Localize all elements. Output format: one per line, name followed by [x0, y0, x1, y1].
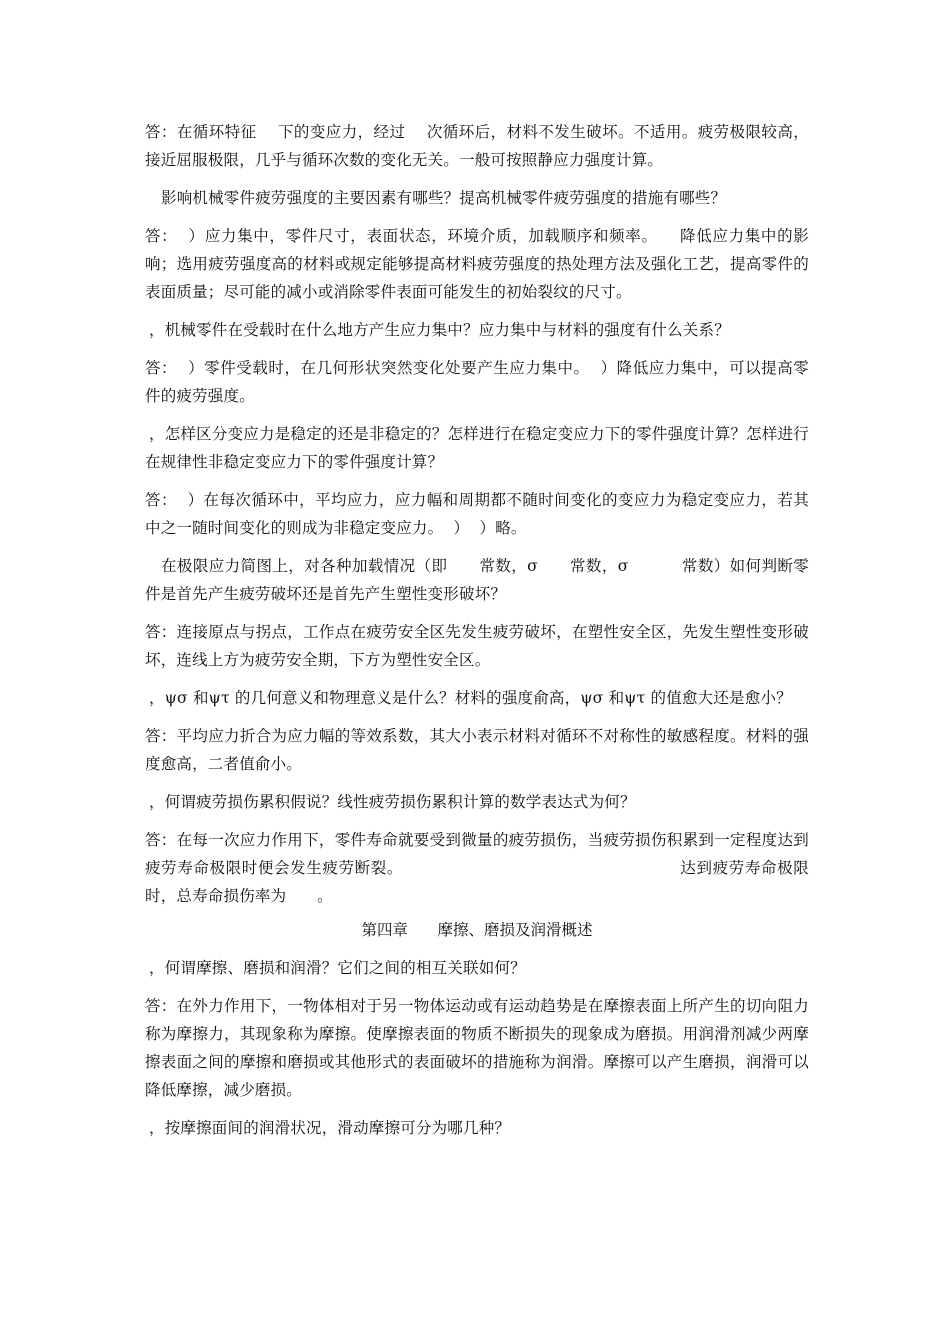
answer-paragraph: 答：在循环特征 下的变应力，经过 次循环后，材料不发生破坏。不适用。疲劳极限较高，接近屈服极限，几乎与循环次数的变化无关。一般可按照静应力强度计算。 [145, 123, 809, 169]
question-paragraph: ，按摩擦面间的润滑状况，滑动摩擦可分为哪几种？ [149, 1119, 511, 1137]
question-paragraph: ，何谓摩擦、磨损和润滑？它们之间的相互关联如何？ [149, 959, 526, 977]
document-page [145, 118, 809, 1142]
answer-paragraph: 答： ）应力集中，零件尺寸，表面状态，环境介质，加载顺序和频率。 降低应力集中的影响；选用疲劳强度高的材料或规定能够提高材料疲劳强度的热处理方法及强化工艺，提高零件的表面质量；尽可能的减小或消除零件表面可能发生的初始裂纹的尺寸。 [145, 227, 809, 301]
question-paragraph: ，ψσ 和ψτ 的几何意义和物理意义是什么？材料的强度俞高，ψσ 和ψτ 的值愈大还是愈小？ [149, 689, 792, 707]
answer-paragraph: 答：在每一次应力作用下，零件寿命就要受到微量的疲劳损伤，当疲劳损伤积累到一定程度达到疲劳寿命极限时便会发生疲劳断裂。 达到疲劳寿命极限时，总寿命损伤率为 。 [145, 831, 809, 905]
answer-paragraph: 答：在外力作用下，一物体相对于另一物体运动或有运动趋势是在摩擦表面上所产生的切向阻力称为摩擦力，其现象称为摩擦。使摩擦表面的物质不断损失的现象成为磨损。用润滑剂减少两摩擦表面之间的摩擦和磨损或其他形式的表面破坏的措施称为润滑。摩擦可以产生磨损，润滑可以降低摩擦，减少磨损。 [145, 997, 809, 1099]
question-paragraph: ，机械零件在受载时在什么地方产生应力集中？应力集中与材料的强度有什么关系？ [149, 321, 730, 339]
question-paragraph: ，何谓疲劳损伤累积假说？线性疲劳损伤累积计算的数学表达式为何？ [149, 793, 636, 811]
question-paragraph: 在极限应力简图上，对各种加载情况（即 常数，σ 常数，σ 常数）如何判断零件是首先产生疲劳破坏还是首先产生塑性变形破坏？ [145, 557, 809, 603]
chapter-heading: 第四章 摩擦、磨损及润滑概述 [361, 921, 593, 939]
answer-paragraph: 答：连接原点与拐点，工作点在疲劳安全区先发生疲劳破坏，在塑性安全区，先发生塑性变形破坏，连线上方为疲劳安全期，下方为塑性安全区。 [145, 623, 809, 669]
answer-paragraph: 答：平均应力折合为应力幅的等效系数，其大小表示材料对循环不对称性的敏感程度。材料的强度愈高，二者值俞小。 [145, 727, 809, 773]
answer-paragraph: 答： ）在每次循环中，平均应力，应力幅和周期都不随时间变化的变应力为稳定变应力，若其中之一随时间变化的则成为非稳定变应力。 ） ）略。 [145, 491, 809, 537]
question-paragraph: ，怎样区分变应力是稳定的还是非稳定的？怎样进行在稳定变应力下的零件强度计算？怎样进行在规律性非稳定变应力下的零件强度计算？ [145, 425, 809, 471]
answer-paragraph: 答： ）零件受载时，在几何形状突然变化处要产生应力集中。 ）降低应力集中，可以提高零件的疲劳强度。 [145, 359, 809, 405]
question-paragraph: 影响机械零件疲劳强度的主要因素有哪些？提高机械零件疲劳强度的措施有哪些？ [161, 189, 727, 207]
